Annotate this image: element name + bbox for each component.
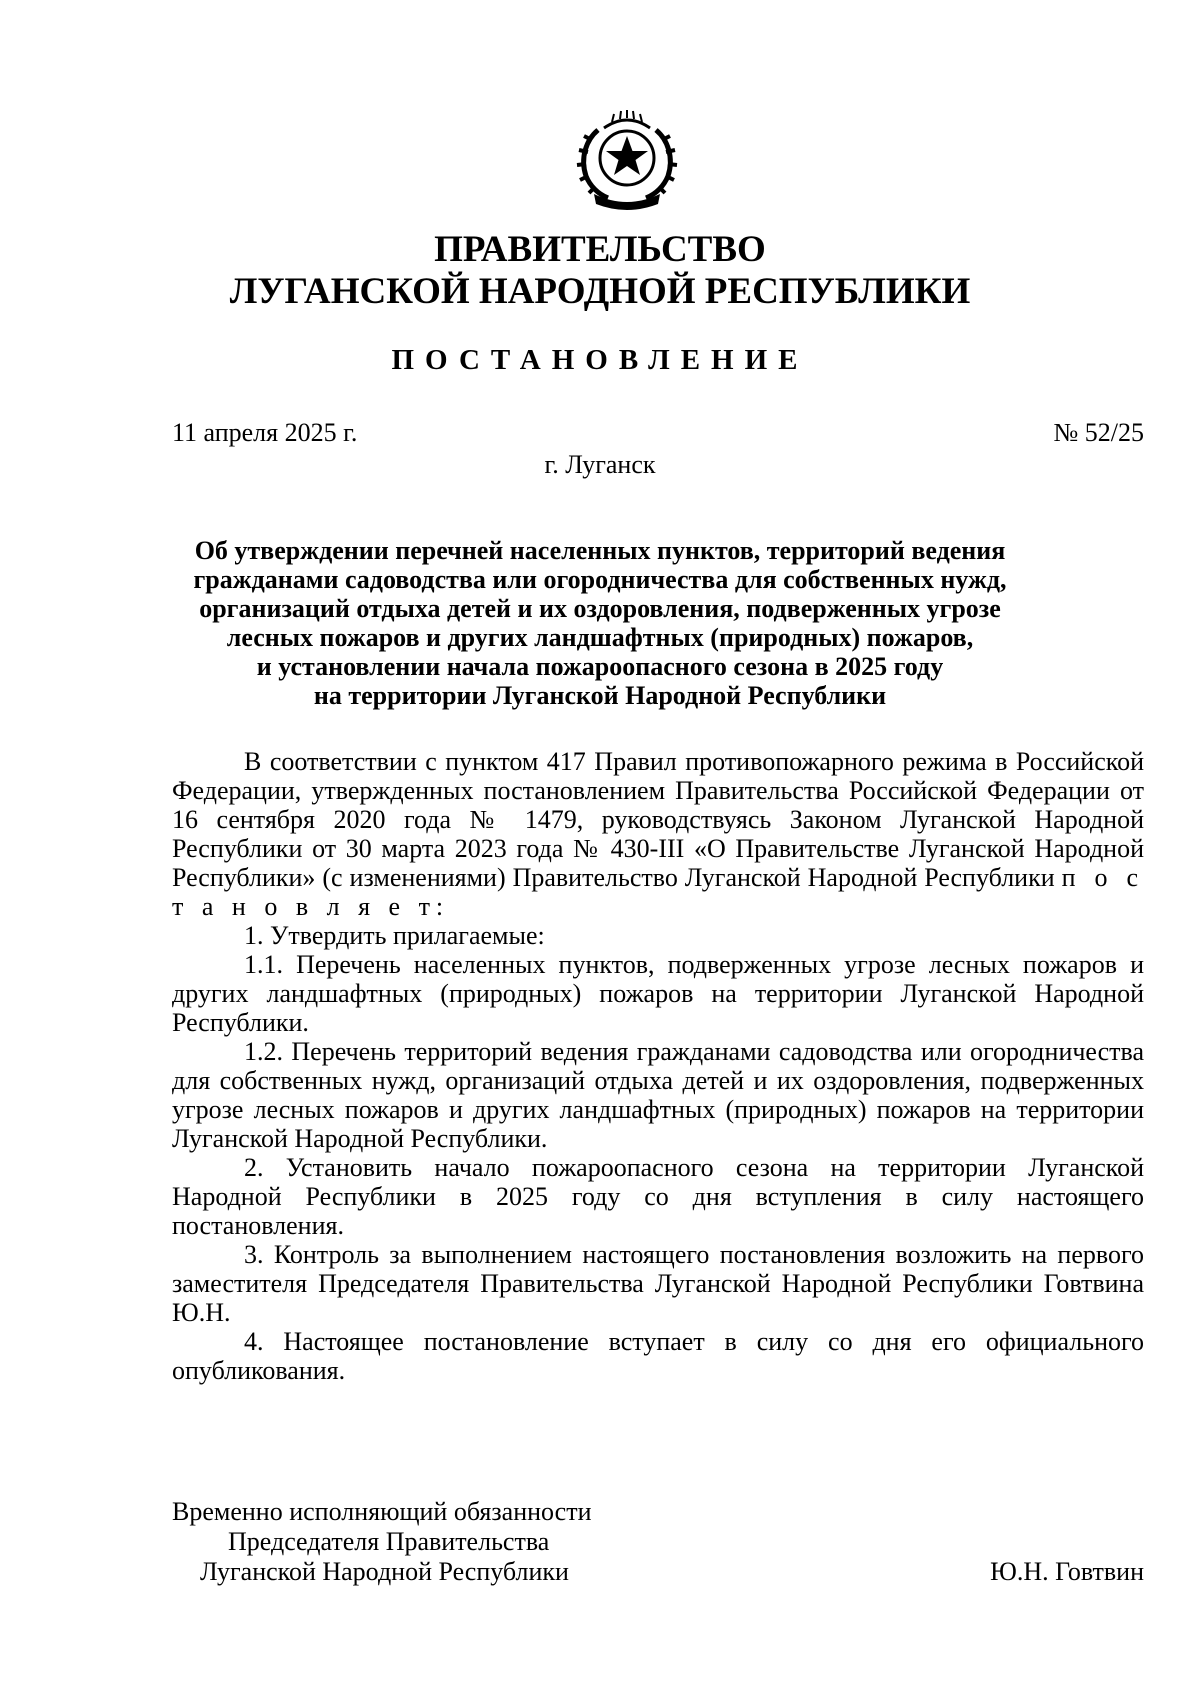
- subject-line: организаций отдыха детей и их оздоровления, подверженных угрозе: [199, 594, 1001, 623]
- document-number: № 52/25: [1053, 418, 1144, 447]
- clause-3: 3. Контроль за выполнением настоящего постановления возложить на первого заместителя Председателя Правительства Луганской Народной Республики Говтвина Ю.Н.: [172, 1240, 1144, 1327]
- document-subject: [140, 536, 1060, 710]
- resolves-word: п о с т а н о в л я е т:: [172, 863, 1145, 921]
- signatory-position: [172, 1497, 592, 1587]
- position-line3: Луганской Народной Республики: [200, 1557, 569, 1586]
- signatory-name: Ю.Н. Говтвин: [990, 1557, 1144, 1586]
- position-line1: Временно исполняющий обязанности: [172, 1497, 592, 1526]
- subject-line: и установлении начала пожароопасного сезона в 2025 году: [256, 652, 944, 681]
- document-date: 11 апреля 2025 г.: [172, 418, 358, 447]
- subject-line: гражданами садоводства или огородничества для собственных нужд,: [193, 565, 1007, 594]
- clause-1-1: 1.1. Перечень населенных пунктов, подверженных угрозе лесных пожаров и других ландшафтных (природных) пожаров на территории Луганской Народной Республики.: [172, 950, 1144, 1037]
- document-city: г. Луганск: [544, 450, 656, 479]
- government-title-line1: ПРАВИТЕЛЬСТВО: [434, 229, 766, 270]
- document-type-heading: ПОСТАНОВЛЕНИЕ: [391, 344, 809, 376]
- subject-line: Об утверждении перечней населенных пунктов, территорий ведения: [194, 536, 1006, 565]
- clause-1-2: 1.2. Перечень территорий ведения гражданами садоводства или огородничества для собственных нужд, организаций отдыха детей и их оздоровления, подверженных угрозе лесных пожаров и других ландшафтных (природных) пожаров на территории Луганской Народной Республики.: [172, 1037, 1144, 1153]
- subject-line: на территории Луганской Народной Республики: [313, 681, 887, 710]
- clause-2: 2. Установить начало пожароопасного сезона на территории Луганской Народной Республики в 2025 году со дня вступления в силу настоящего постановления.: [172, 1153, 1144, 1240]
- clause-1: 1. Утвердить прилагаемые:: [244, 921, 545, 950]
- preamble-text: В соответствии с пунктом 417 Правил противопожарного режима в Российской Федерации, утвержденных постановлением Правительства Российской Федерации от 16 сентября 2020 года № 1479, руководствуясь Законом Луганской Народной Республики от 30 марта 2023 года № 430-III «О Правительстве Луганской Народной Республики» (с изменениями) Правительство Луганской Народной Республики: [172, 747, 1144, 892]
- government-title-line2: ЛУГАНСКОЙ НАРОДНОЙ РЕСПУБЛИКИ: [229, 271, 971, 312]
- clause-4: 4. Настоящее постановление вступает в силу со дня его официального опубликования.: [172, 1327, 1144, 1385]
- position-line2: Председателя Правительства: [228, 1527, 550, 1556]
- lpr-coat-of-arms-icon: [568, 110, 686, 210]
- document-body: [172, 747, 1144, 1385]
- subject-line: лесных пожаров и других ландшафтных (природных) пожаров,: [226, 623, 974, 652]
- preamble-paragraph: [172, 747, 1144, 921]
